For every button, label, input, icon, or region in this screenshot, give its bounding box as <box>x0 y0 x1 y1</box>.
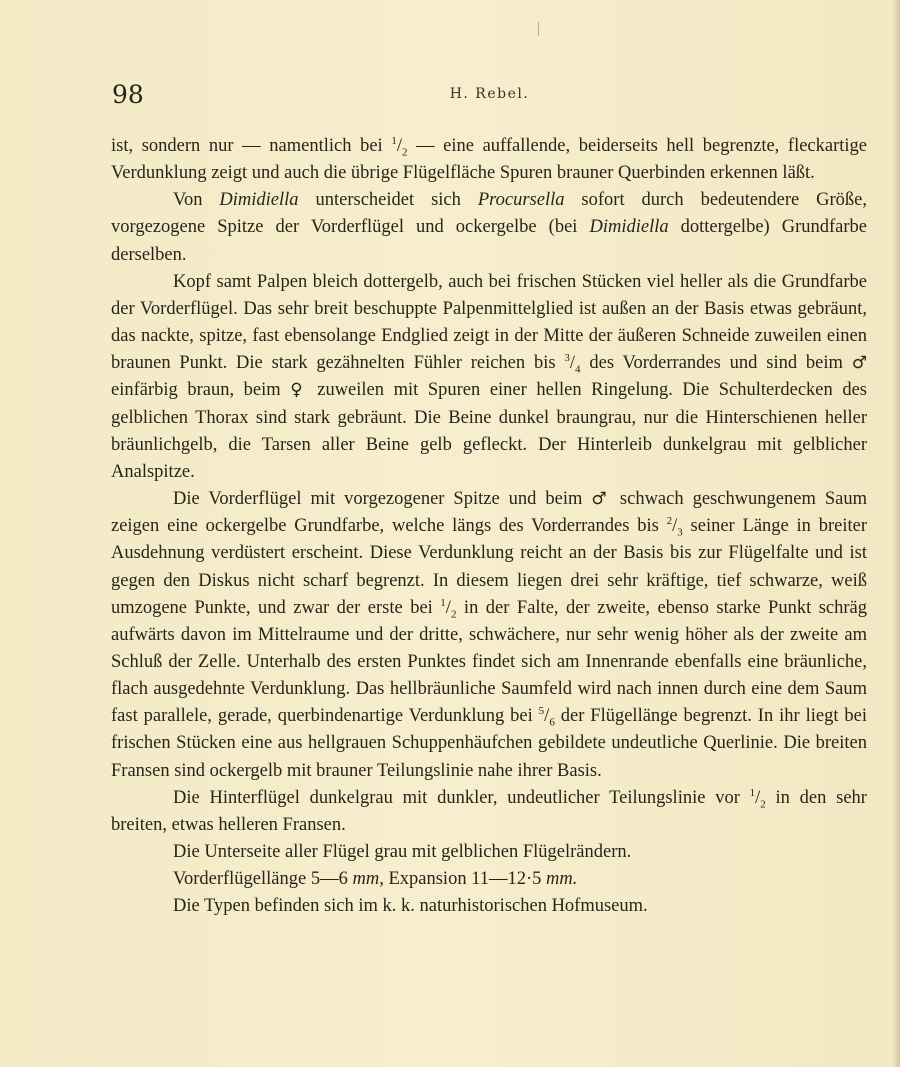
page-edge-shadow <box>892 0 900 1067</box>
text-run: Kopf samt Palpen bleich dottergelb, auch bei frischen Stücken viel heller als die Grundfarbe der Vorderflügel. Das sehr breit beschuppte Palpenmittelglied ist außen an der Basis etwas gebräunt, das nackte, spitze, fast ebensolange Endglied zeigt in der Mitte der äußeren Schneide zuweilen einen braunen Punkt. Die stark gezähnelten Fühler reichen bis <box>111 271 867 374</box>
italic-term: mm. <box>546 869 578 890</box>
text-run: Von <box>173 190 220 211</box>
fraction: $^1/_2$ <box>749 786 766 811</box>
paragraph <box>111 486 867 785</box>
text-run: der Flügellänge begrenzt. In ihr liegt bei frischen Stücken eine aus hellgrauen Schuppenhäufchen gebildete undeutliche Querlinie. Die breiten Fransen sind ockergelb mit brauner Teilungslinie nahe ihrer Basis. <box>111 706 868 781</box>
italic-term: mm, <box>352 869 384 890</box>
fraction: $^5/_6$ <box>538 705 555 729</box>
paragraph <box>111 187 867 268</box>
text-run: ist, sondern nur — namentlich bei <box>111 136 392 156</box>
text-run: einfärbig braun, beim <box>111 380 291 401</box>
running-head: H. Rebel. <box>449 86 530 102</box>
fraction: $^3/_4$ <box>564 352 581 376</box>
text-run: in der Falte, der zweite, ebenso starke Punkt schräg aufwärts davon im Mittelraume und der dritte, schwächere, nur sehr wenig höher als der zweite am Schluß der Zelle. Unterhalb des ersten Punktes findet sich am Innenrande ebenfalls eine bräunliche, flach ausgedehnte Verdunklung. Das hellbräunliche Saumfeld wird nach innen durch eine dem Saum fast parallele, gerade, querbindenartige Verdunklung bei <box>111 597 867 727</box>
text-run: seiner Länge in breiter Ausdehnung verdüstert erscheint. Diese Verdunklung reicht an der Basis bis zur Flügelfalte und ist gegen den Diskus nicht scharf begrenzt. In diesem liegen drei sehr kräftige, tief schwarze, weiß umzogene Punkte, und zwar der erste bei <box>111 516 867 618</box>
scan-mark <box>538 22 539 36</box>
paragraph <box>111 133 867 187</box>
paragraph <box>111 269 867 486</box>
male-symbol-icon: ♂ <box>851 353 868 374</box>
fraction: $^1/_2$ <box>440 596 457 621</box>
paragraph <box>111 785 867 839</box>
text-run: Vorderflügellänge 5—6 <box>173 869 353 890</box>
text-run: dottergelbe) Grundfarbe derselben. <box>111 217 867 265</box>
text-run: sofort durch bedeutendere Größe, vorgezogene Spitze der Vorderflügel und ockergelbe (bei <box>111 190 867 238</box>
text-run: unterscheidet sich <box>298 190 478 211</box>
text-run: Expansion 11—12·5 <box>383 869 547 890</box>
text-run: schwach geschwungenem Saum zeigen eine ockergelbe Grundfarbe, welche längs des Vorderrandes bis <box>111 489 867 537</box>
fraction: $^2/_3$ <box>666 515 683 539</box>
text-run: des Vorderrandes und sind beim <box>580 353 852 374</box>
text-run: Die Typen befinden sich im k. k. naturhistorischen Hofmuseum. <box>173 896 648 917</box>
text-run: in den sehr breiten, etwas helleren Fransen. <box>111 787 867 835</box>
female-symbol-icon: ♀ <box>290 380 308 401</box>
fraction: $^1/_2$ <box>391 134 408 159</box>
page-number: 98 <box>112 80 144 109</box>
paragraph <box>111 839 867 866</box>
text-run: Die Vorderflügel mit vorgezogener Spitze und beim <box>173 489 592 510</box>
paragraph <box>111 866 867 893</box>
text-run: Die Hinterflügel dunkelgrau mit dunkler, undeutlicher Teilungslinie vor <box>173 787 750 808</box>
italic-term: Dimidiella <box>589 217 669 238</box>
page-header <box>112 80 867 110</box>
body-text <box>111 133 867 921</box>
male-symbol-icon: ♂ <box>591 489 611 510</box>
text-run: zuweilen mit Spuren einer hellen Ringelung. Die Schulterdecken des gelblichen Thorax sind stark gebräunt. Die Beine dunkel braungrau, nur die Hinterschienen heller bräunlichgelb, die Tarsen aller Beine gelb gefleckt. Der Hinterleib dunkelgrau mit gelblicher Analspitze. <box>111 380 867 482</box>
text-run: — eine auffallende, beiderseits hell begrenzte, fleckartige Verdunklung zeigt und auch die übrige Flügelfläche Spuren brauner Querbinden erkennen läßt. <box>111 136 867 184</box>
paragraph <box>111 893 867 920</box>
italic-term: Dimidiella <box>219 190 299 211</box>
italic-term: Procursella <box>477 190 565 211</box>
text-run: Die Unterseite aller Flügel grau mit gelblichen Flügelrändern. <box>173 842 632 863</box>
